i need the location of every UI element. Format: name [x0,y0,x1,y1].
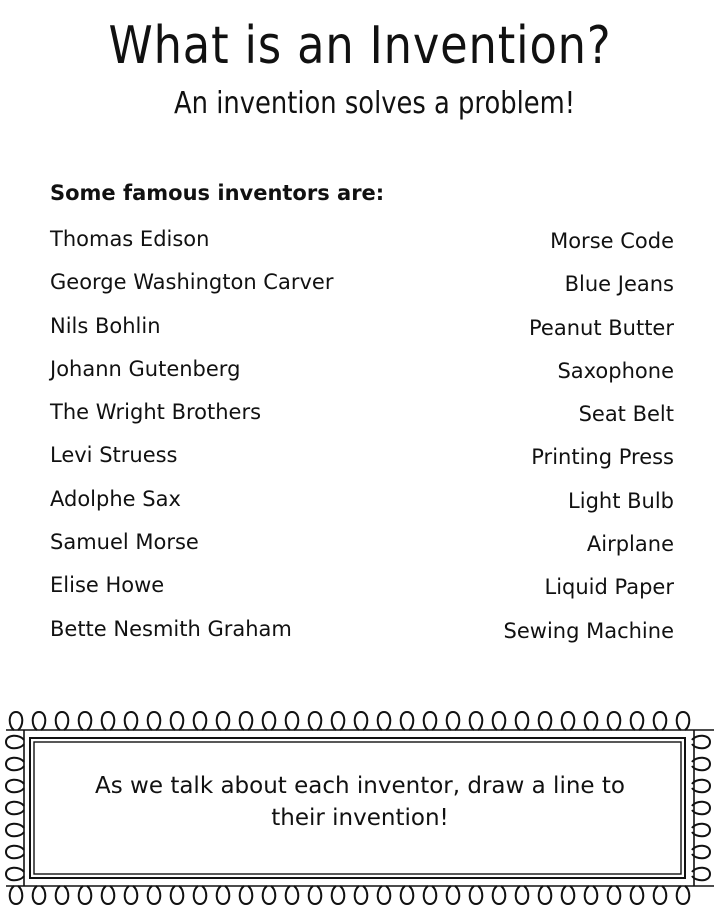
inventor-item: Bette Nesmith Graham [50,616,292,641]
page-subtitle: An invention solves a problem! [174,86,576,121]
inventor-item: Johann Gutenberg [50,356,241,381]
page-title: What is an Invention? [108,16,612,76]
inventors-list [50,224,333,657]
invention-item: Morse Code [550,229,674,253]
invention-item: Blue Jeans [564,272,674,297]
invention-item: Light Bulb [568,488,674,513]
inventor-item: Thomas Edison [50,227,210,251]
invention-item: Peanut Butter [529,315,674,340]
inventor-item: Levi Struess [50,443,178,468]
inventor-item: Adolphe Sax [50,486,181,511]
inventor-item: Elise Howe [50,573,165,598]
invention-item: Airplane [586,532,674,557]
inventor-item: Samuel Morse [50,530,199,555]
inventors-intro-label: Some famous inventors are: [50,181,385,205]
inventor-item: George Washington Carver [50,270,334,295]
inventor-item: The Wright Brothers [50,400,262,425]
inventor-item: Nils Bohlin [50,313,161,338]
invention-item: Liquid Paper [544,575,674,600]
instructions-text: As we talk about each inventor, draw a line to their invention! [95,773,625,831]
invention-item: Printing Press [531,445,674,470]
inventions-list [504,226,674,659]
invention-item: Saxophone [557,358,674,383]
invention-item: Seat Belt [578,402,674,427]
invention-item: Sewing Machine [503,618,674,643]
